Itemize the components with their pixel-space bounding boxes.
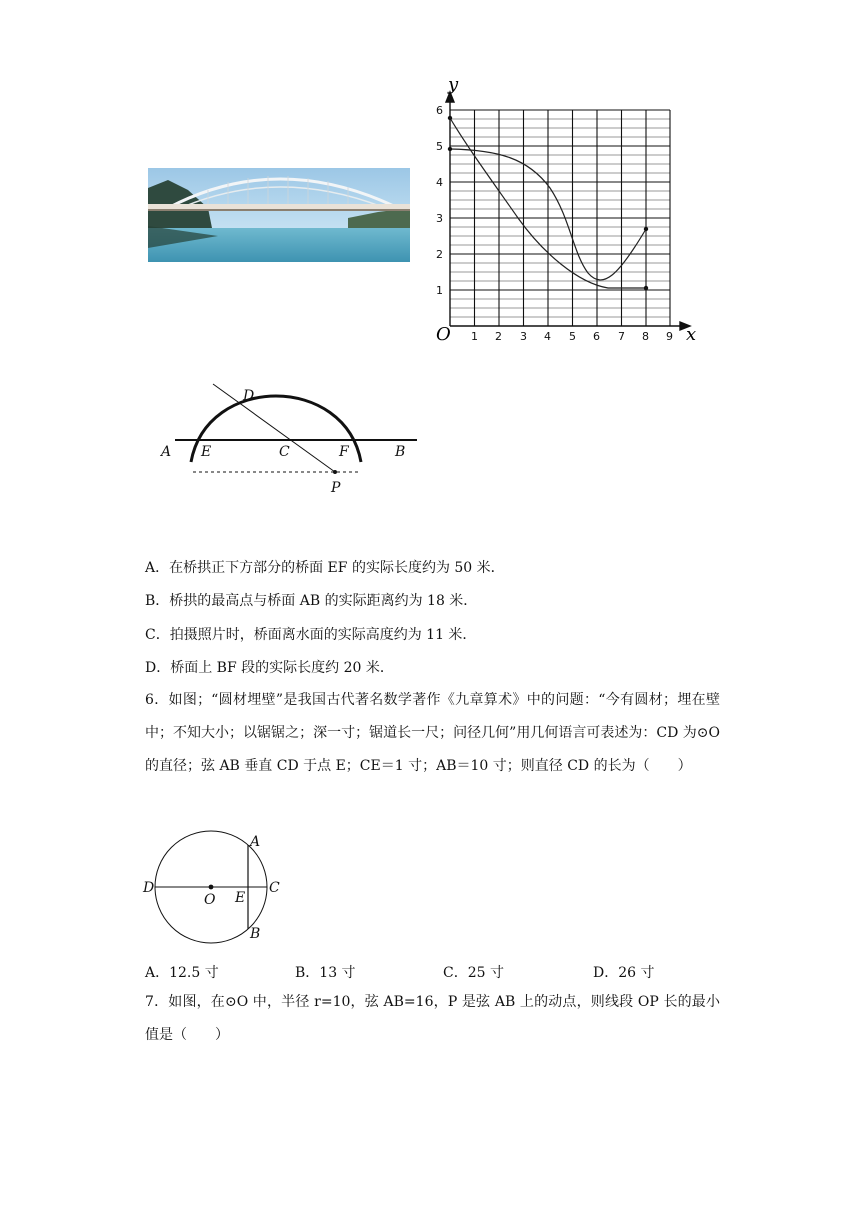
point-label-p: P — [331, 480, 341, 496]
q6-choice-d: D．26 寸 — [593, 965, 655, 981]
q6-stem: 6．如图；“圆材埋壁”是我国古代著名数学著作《九章算术》中的问题：“今有圆材；埋在壁中；不知大小；以锯锯之；深一寸；锯道长一尺；问径几何”用几何语言可表述为：CD 为⊙O 的直径；弦 AB 垂直 CD 于点 E；CE＝1 寸；AB＝10 寸；则直径 CD 的长为（ ） — [145, 692, 720, 774]
point-label-a: A — [161, 444, 172, 460]
bridge-photo — [148, 168, 410, 262]
y-tick-label: 3 — [436, 212, 443, 225]
point-label-f: F — [339, 444, 349, 460]
q6-choice-b: B．13 寸 — [295, 965, 356, 981]
y-tick-label: 6 — [436, 104, 443, 117]
point-label-e: E — [201, 444, 212, 460]
x-tick-label: 8 — [642, 330, 649, 343]
q5-option-c: C．拍摄照片时，桥面离水面的实际高度约为 11 米． — [145, 627, 477, 643]
point-label-d: D — [243, 388, 255, 404]
origin-label: O — [436, 324, 451, 345]
y-tick-label: 1 — [436, 284, 443, 297]
circle-diagram — [140, 828, 290, 946]
q7-stem: 7．如图，在⊙O 中，半径 r=10，弦 AB=16，P 是弦 AB 上的动点，则线段 OP 长的最小值是（ ） — [145, 994, 720, 1043]
q5-option-b: B．桥拱的最高点与桥面 AB 的实际距离约为 18 米． — [145, 593, 478, 609]
x-tick-label: 9 — [666, 330, 673, 343]
point-label-b: B — [395, 444, 406, 460]
circle-label-c: C — [269, 880, 280, 896]
point-label-c: C — [279, 444, 290, 460]
coordinate-graph — [428, 78, 700, 346]
q6-choice-a: A．12.5 寸 — [145, 965, 219, 981]
bridge-photo-icon — [148, 168, 410, 262]
x-tick-label: 7 — [618, 330, 625, 343]
y-tick-label: 4 — [436, 176, 443, 189]
x-tick-label: 5 — [569, 330, 576, 343]
arch-diagram — [155, 380, 420, 500]
x-axis-label: x — [686, 324, 697, 345]
circle-label-a: A — [250, 834, 261, 850]
x-tick-label: 3 — [520, 330, 527, 343]
y-tick-label: 2 — [436, 248, 443, 261]
circle-label-e: E — [235, 890, 246, 906]
y-tick-label: 5 — [436, 140, 443, 153]
x-tick-label: 1 — [471, 330, 478, 343]
circle-label-b: B — [250, 926, 261, 942]
circle-label-o: O — [204, 892, 216, 908]
q5-option-a: A．在桥拱正下方部分的桥面 EF 的实际长度约为 50 米． — [145, 560, 505, 576]
x-tick-label: 4 — [544, 330, 551, 343]
q6-choice-c: C．25 寸 — [443, 965, 504, 981]
x-tick-label: 2 — [495, 330, 502, 343]
y-axis-label: y — [448, 78, 459, 95]
circle-label-d: D — [143, 880, 155, 896]
q5-option-d: D．桥面上 BF 段的实际长度约 20 米． — [145, 660, 394, 676]
x-tick-label: 6 — [593, 330, 600, 343]
